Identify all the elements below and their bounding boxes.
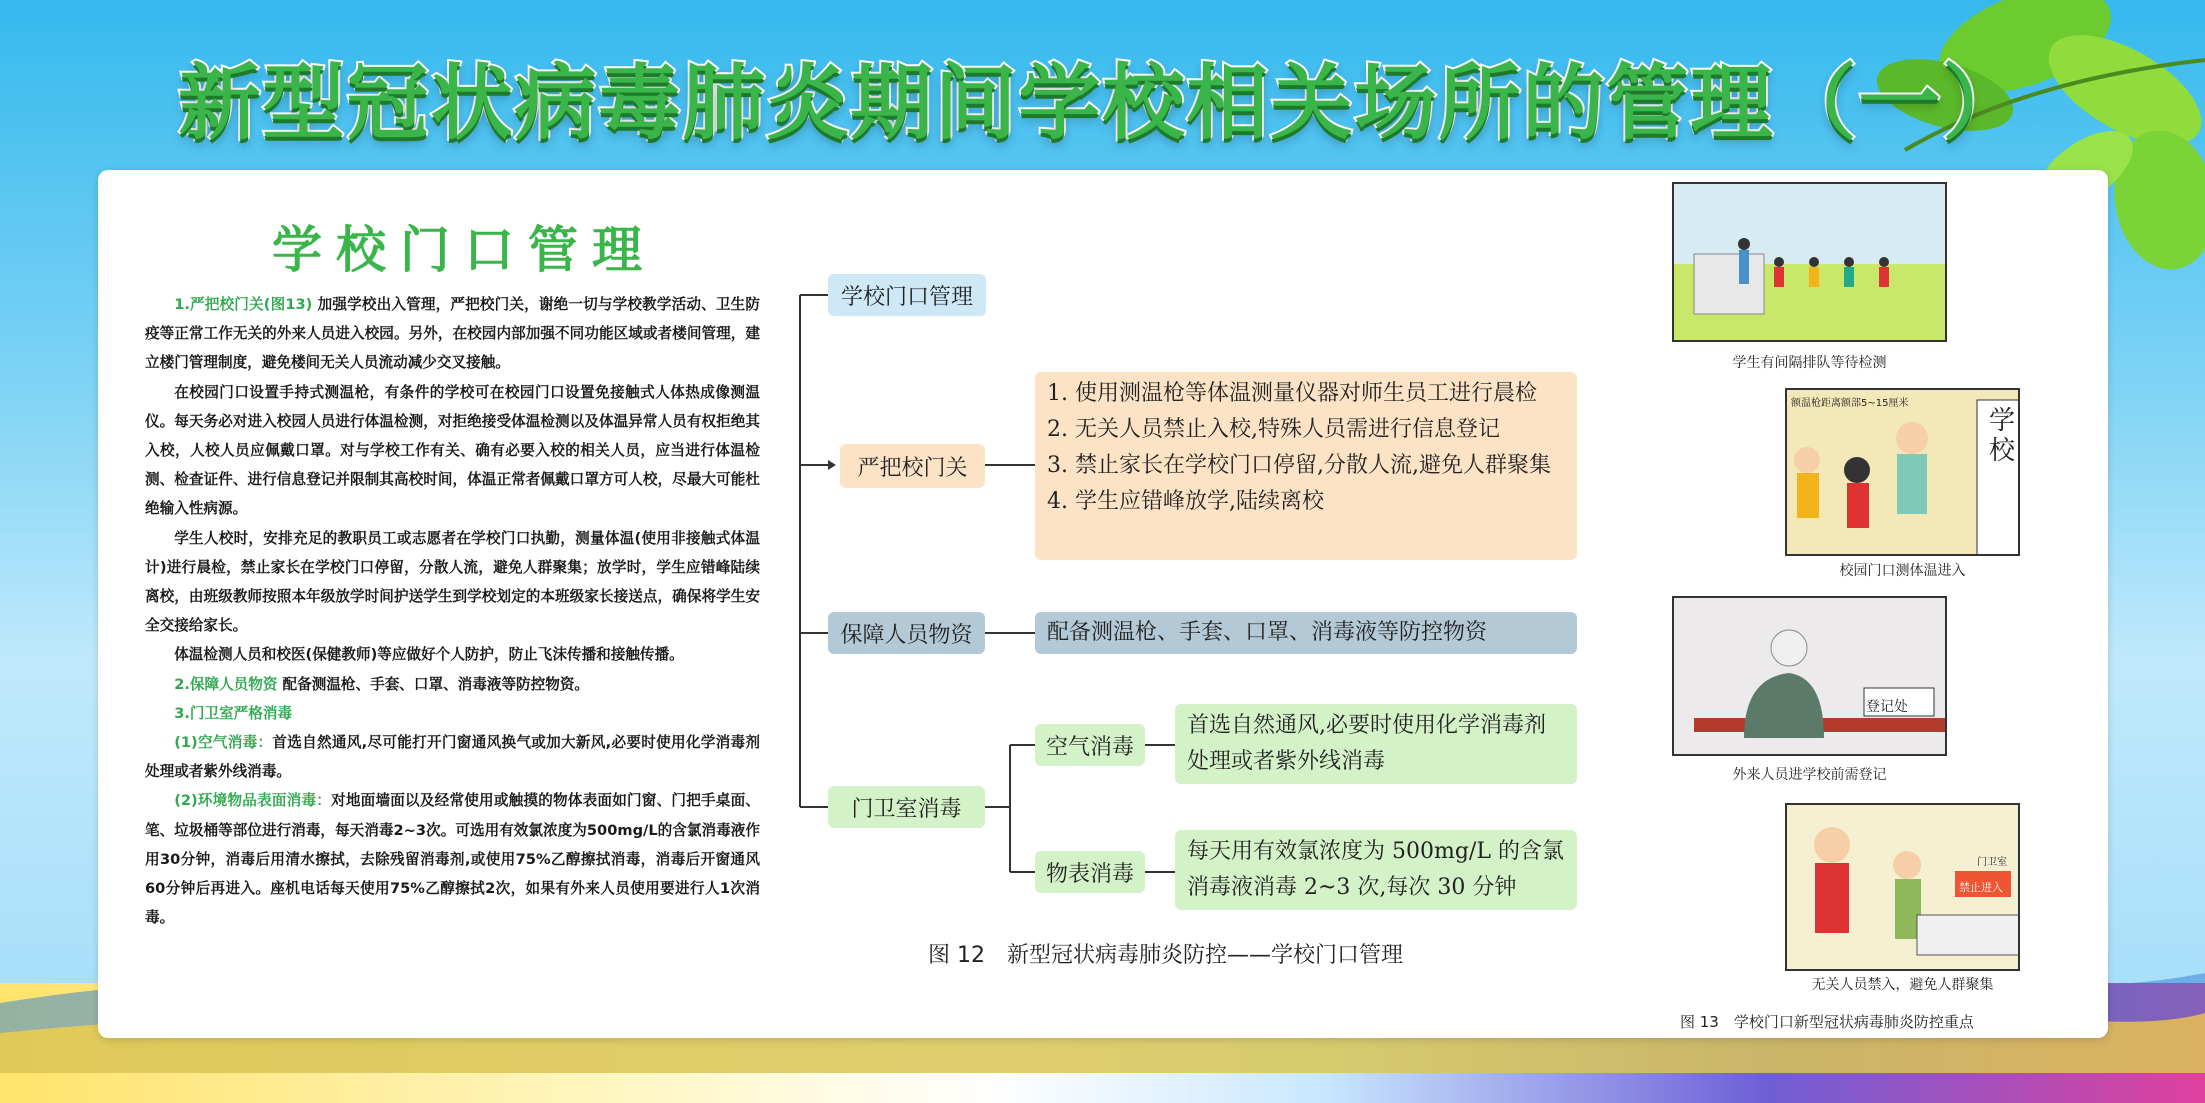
illustration-queue	[1672, 182, 1947, 342]
no-entry-sign: 禁止进入	[1959, 881, 2003, 894]
illustration-queue-caption: 学生有间隔排队等待检测	[1732, 355, 1887, 371]
sub-surface-disinfection-text: 每天用有效氯浓度为 500mg/L 的含氯消毒液消毒 2~3 次,每次 30 分钟	[1175, 830, 1577, 910]
list-item: 1. 使用测温枪等体温测量仪器对师生员工进行晨检	[1075, 376, 1565, 412]
paragraph-heading: (2)环境物品表面消毒：	[174, 792, 332, 810]
page-title: 新型冠状病毒肺炎期间学校相关场所的管理（一）	[178, 56, 2027, 151]
list-item: 2. 无关人员禁止入校,特殊人员需进行信息登记	[1075, 412, 1565, 448]
paragraph-text: 配备测温枪、手套、口罩、消毒液等防控物资。	[282, 675, 590, 693]
registration-sign: 登记处	[1866, 699, 1908, 715]
paragraph-heading: 1.严把校门关(图13)	[174, 296, 313, 313]
branch-strict-gate: 严把校门关	[840, 444, 985, 488]
paragraph-heading: 2.保障人员物资	[174, 675, 278, 693]
paragraph-text: 加强学校出入管理，严把校门关，谢绝一切与学校教学活动、卫生防疫等正常工作无关的外来人员进入校园。另外，在校园内部加强不同功能区域或者楼间管理，建立楼门管理制度，避免楼间无关人员流动减少交叉接触。	[145, 296, 760, 372]
paragraph-text: 体温检测人员和校医(保健教师)等应做好个人防护，防止飞沫传播和接触传播。	[174, 646, 684, 664]
thermometer-note: 额温枪距离额部5~15厘米	[1791, 398, 1909, 409]
sub-air-disinfection-text: 首选自然通风,必要时使用化学消毒剂处理或者紫外线消毒	[1175, 704, 1577, 784]
paragraph-text: 首选自然通风,尽可能打开门窗通风换气或加大新风,必要时使用化学消毒剂处理或者紫外线消毒。	[145, 734, 761, 781]
illustration-visitor-registration	[1672, 596, 1947, 756]
illustration-visitor-registration-caption: 外来人员进学校前需登记	[1732, 767, 1887, 783]
guard-room-sign: 门卫室	[1977, 857, 2007, 868]
paragraph-heading: 3.门卫室严格消毒	[174, 704, 293, 722]
paragraph-heading: (1)空气消毒：	[174, 734, 273, 752]
list-item: 4. 学生应错峰放学,陆续离校	[1075, 484, 1565, 520]
figure-13-caption: 图 13 学校门口新型冠状病毒肺炎防控重点	[1680, 1013, 1974, 1031]
diagram-root: 学校门口管理	[828, 274, 986, 316]
paragraph-text: 学生人校时，安排充足的教职员工或志愿者在学校门口执勤，测量体温(使用非接触式体温计)进行晨检，禁止家长在学校门口停留，分散人流，避免人群聚集；放学时，学生应错峰陆续离校，由班级教师按照本年级放学时间护送学生到学校划定的本班级家长接送点，确保将学生安全交接给家长。	[145, 529, 760, 635]
figure-12-caption: 图 12 新型冠状病毒肺炎防控——学校门口管理	[928, 943, 1403, 968]
queue-scene-icon	[1674, 184, 1947, 342]
school-sign: 学校	[1989, 406, 2016, 466]
branch-strict-gate-list	[1035, 372, 1577, 560]
branch-disinfection: 门卫室消毒	[828, 786, 985, 828]
section-title: 学校门口管理	[272, 221, 656, 279]
sub-air-disinfection: 空气消毒	[1035, 724, 1145, 766]
illustration-temperature-check	[1785, 388, 2020, 556]
illustration-no-entry-caption: 无关人员禁入，避免人群聚集	[1811, 977, 1994, 993]
branch-supplies-text: 配备测温枪、手套、口罩、消毒液等防控物资	[1035, 612, 1577, 654]
visitor-registration-icon	[1674, 598, 1947, 756]
list-item: 3. 禁止家长在学校门口停留,分散人流,避免人群聚集	[1075, 448, 1565, 484]
paragraph-text: 在校园门口设置手持式测温枪，有条件的学校可在校园门口设置免接触式人体热成像测温仪。每天务必对进入校园人员进行体温检测，对拒绝接受体温检测以及体温异常人员有权拒绝其入校，人校人员应佩戴口罩。对与学校工作有关、确有必要入校的相关人员，应当进行体温检测、检查证件、进行信息登记并限制其高校时间，体温正常者佩戴口罩方可人校，尽最大可能杜绝输入性病源。	[145, 383, 760, 518]
paragraph-text: 对地面墙面以及经常使用或触摸的物体表面如门窗、门把手桌面、笔、垃圾桶等部位进行消毒，每天消毒2~3次。可选用有效氯浓度为500mg/L的含氯消毒液作用30分钟，消毒后用清水擦拭，去除残留消毒剂,或使用75%乙醇擦拭消毒，消毒后开窗通风60分钟后再进入。座机电话每天使用75%乙醇擦拭2次，如果有外来人员使用要进行人1次消毒。	[145, 792, 760, 927]
illustration-no-entry	[1785, 803, 2020, 971]
illustration-temperature-check-caption: 校园门口测体温进入	[1839, 563, 1966, 579]
branch-supplies: 保障人员物资	[828, 612, 985, 654]
sub-surface-disinfection: 物表消毒	[1035, 851, 1145, 893]
temperature-check-icon	[1787, 390, 2020, 556]
